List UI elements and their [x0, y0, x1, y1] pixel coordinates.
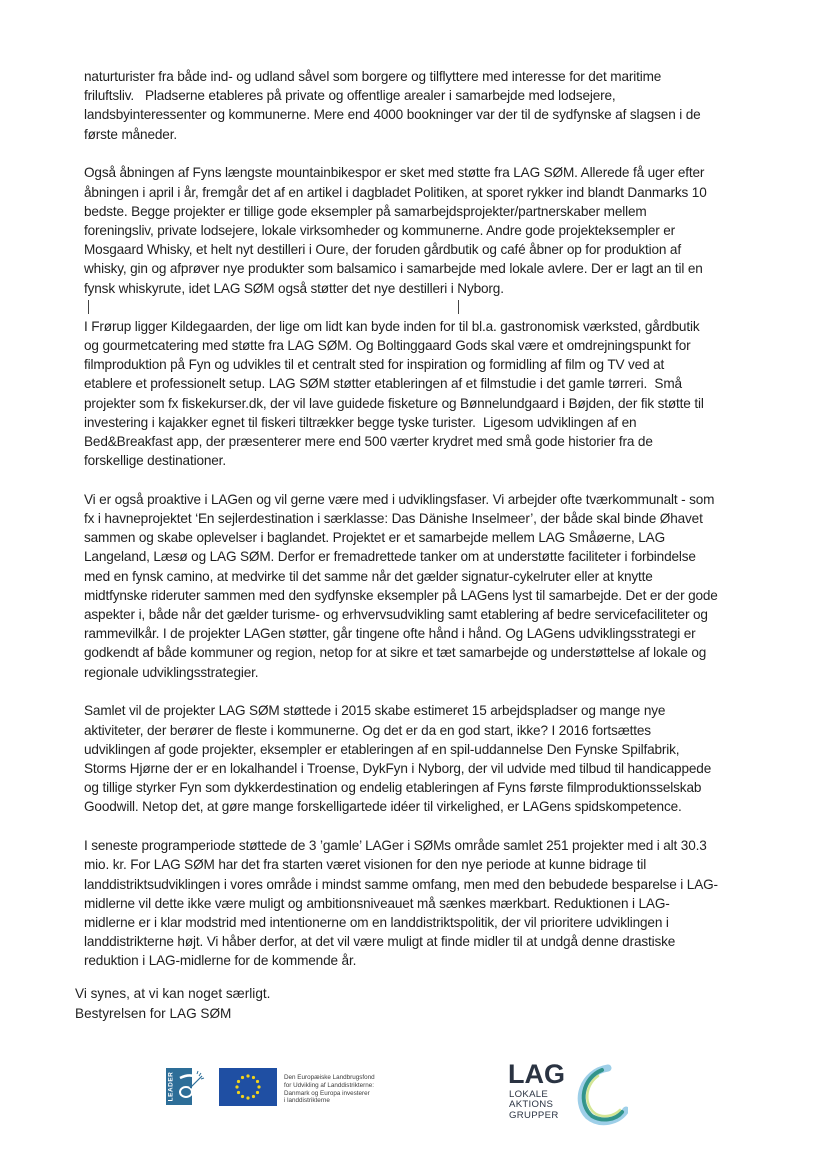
lag-sub-line: LOKALE [509, 1089, 549, 1100]
text-line: naturturister fra både ind- og udland såvel som borgere og tilflyttere med interesse for det maritime [84, 69, 662, 84]
text-line: Vi er også proaktive i LAGen og vil gerne være med i udviklingsfaser. Vi arbejder ofte tværkommunalt - som [84, 491, 715, 507]
text-line: rammevilkår. I de projekter LAGen støtter, går tingene ofte hånd i hånd. Og LAGens udviklingsstrategi er [84, 626, 696, 642]
text-line: landdistriktsudviklingen i vores område i mindst samme omfang, men med den bebudede besparelse i LAG- [84, 876, 718, 892]
text-line: etablere et professionelt setup. LAG SØM støtter etableringen af et filmstudie i det gamle tørreri. Små [84, 376, 682, 392]
text-line: Samlet vil de projekter LAG SØM støttede i 2015 skabe estimeret 15 arbejdspladser og mange nye [84, 703, 666, 719]
lag-swoosh-icon [568, 1062, 628, 1128]
text-line: Storms Hjørne der er en lokalhandel i Troense, DykFyn i Nyborg, der vil udvide med tilbud til handicappede [84, 761, 712, 776]
text-line: fx i havneprojektet ‘En sejlerdestination i særklasse: Das Dänishe Inselmeer’, der både skal binde Øhavet [84, 511, 703, 527]
lag-sub-line: GRUPPER [509, 1109, 559, 1121]
text-line: foreningsliv, private lodsejere, lokale virksomheder og kommunerne. Andre gode projekteksempler er [84, 222, 676, 238]
leader-logo-text: LEADER [167, 1071, 175, 1102]
scan-mark-left [88, 300, 89, 314]
text-line: aspekter i, både når det gælder turisme- og erhvervsudvikling samt etablering af bedre servicefaciliteter og [84, 607, 708, 623]
scan-mark-right [458, 300, 459, 314]
eu-text-line: Danmark og Europa investerer [284, 1089, 370, 1097]
eu-text-line: Den Europæiske Landbrugsfond [284, 1074, 375, 1081]
text-line: midlerne er i klar modstrid med intentionerne om en landdistriktspolitik, der vil prioritere udviklingen i [84, 914, 669, 930]
signoff-signature: Bestyrelsen for LAG SØM [75, 1005, 232, 1021]
text-line: I Frørup ligger Kildegaarden, der lige om lidt kan byde inden for til bl.a. gastronomisk værksted, gårdbutik [84, 318, 700, 334]
text-line: mio. kr. For LAG SØM har det fra starten været visionen for den nye periode at kunne bidrage til [84, 857, 647, 873]
text-line: og tillige styrker Fyn som dykkerdestination og endelig etableringen af Fyns første filmproduktionsselskab [84, 780, 702, 796]
lag-sub-line: AKTIONS [509, 1099, 554, 1111]
text-line: friluftsliv. Pladserne etableres på private og offentlige arealer i samarbejde med lodsejere, [84, 88, 616, 104]
eu-text-line: i landdistrikterne [284, 1097, 330, 1105]
footer-logos [0, 1055, 825, 1135]
paragraph-proactive [84, 490, 754, 682]
text-line: midtfynske rideruter sammen med den sydfynske eksempler på LAGens lyst til samarbejde. Det er der gode [84, 587, 718, 603]
text-line: fynsk whiskyrute, idet LAG SØM også støtter det nye destilleri i Nyborg. [84, 280, 504, 296]
text-line: regionale udviklingsstrategier. [84, 664, 259, 680]
paragraph-jobs-2015 [84, 701, 754, 816]
paragraph-funding-reduction [84, 836, 754, 970]
lag-logo-subtitle [509, 1090, 559, 1121]
text-line: aktiviteter, der berører de fleste i kommunerne. Og det er da en god start, ikke? I 2016 fortsættes [84, 722, 651, 738]
signoff-closing: Vi synes, at vi kan noget særligt. [75, 986, 271, 1001]
text-line: første måneder. [84, 126, 177, 142]
text-line: projekter som fx fiskekurser.dk, der vil lave guidede fisketure og Bønnelundgaard i Bøjden, der fik støtte til [84, 395, 704, 411]
text-line: landdistrikterne højt. Vi håber derfor, at det vil være muligt at finde midler til at undgå denne drastiske [84, 934, 676, 950]
text-line: I seneste programperiode støttede de 3 ’gamle’ LAGer i SØMs område samlet 251 projekter med i alt 30.3 [84, 838, 707, 854]
text-line: Også åbningen af Fyns længste mountainbikespor er sket med støtte fra LAG SØM. Allerede få uger efter [84, 165, 705, 181]
text-line: filmproduktion på Fyn og udvikles til et centralt sted for inspiration og formidling af film og TV ved at [84, 357, 665, 373]
text-line: reduktion i LAG-midlerne for de kommende år. [84, 953, 357, 969]
eu-text-line: for Udvikling af Landdistrikterne: [284, 1081, 374, 1089]
eu-flag [219, 1068, 277, 1106]
text-line: landsbyinteressenter og kommunerne. Mere end 4000 bookninger var der til de sydfynske af slagsen i de [84, 107, 701, 123]
scan-marks [84, 298, 754, 317]
signoff [75, 984, 270, 1023]
text-line: midlerne vil dette ikke være muligt og ambitionsniveauet må sænkes mærkbart. Reduktionen i LAG- [84, 895, 670, 911]
lag-logo-word: LAG [508, 1059, 565, 1089]
text-line: investering i kajakker egnet til fiskeri tiltrækker begge tyske turister. Ligesom udviklingen af en [84, 414, 637, 430]
text-line: åbningen i april i år, fremgår det af en artikel i dagbladet Politiken, at sporet rykker ind blandt Danmarks 10 [84, 184, 707, 200]
paragraph-mountainbike [84, 163, 754, 297]
lag-logo [508, 1060, 628, 1130]
letter-body [84, 67, 754, 990]
eu-fund-text [284, 1074, 375, 1105]
text-line: Mosgaard Whisky, et helt nyt destilleri i Oure, der foruden gårdbutik og café åbner op for produktion af [84, 242, 681, 258]
paragraph-maritime [84, 67, 754, 144]
text-line: forskellige destinationer. [84, 453, 226, 469]
text-line: bedste. Begge projekter er tillige gode eksempler på samarbejdsprojekter/partnerskaber mellem [84, 203, 647, 219]
eu-stars-icon [219, 1068, 277, 1106]
paragraph-kildegaarden [84, 317, 754, 471]
leader-logo [166, 1068, 208, 1105]
text-line: Langeland, Læsø og LAG SØM. Derfor er fremadrettede tanker om at understøtte faciliteter i forbindelse [84, 549, 696, 565]
text-line: og gourmetcatering med støtte fra LAG SØM. Og Boltinggaard Gods skal være et omdrejningspunkt for [84, 337, 691, 353]
text-line: Bed&Breakfast app, der præsenterer mere end 500 værter krydret med små gode historier fra de [84, 433, 653, 449]
text-line: whisky, gin og afprøver nye produkter som balsamico i samarbejde med lokale avlere. Der er lagt an til en [84, 261, 703, 277]
text-line: godkendt af både kommuner og region, netop for at sikre et tæt samarbejde og understøttelse af lokale og [84, 645, 707, 661]
leader-emblem-icon [166, 1068, 208, 1105]
text-line: med en fynsk camino, at medvirke til det samme når det gælder signatur-cykelruter eller at knytte [84, 568, 653, 584]
text-line: udviklingen af gode projekter, eksempler er etableringen af en spil-uddannelse Den Fynske Spilfabrik, [84, 741, 680, 757]
text-line: Goodwill. Netop det, at gøre mange forskelligartede idéer til virkelighed, er LAGens spidskompetence. [84, 799, 682, 815]
text-line: sammen og skabe oplevelser i baglandet. Projektet er et samarbejde mellem LAG Småøerne, LAG [84, 530, 665, 546]
